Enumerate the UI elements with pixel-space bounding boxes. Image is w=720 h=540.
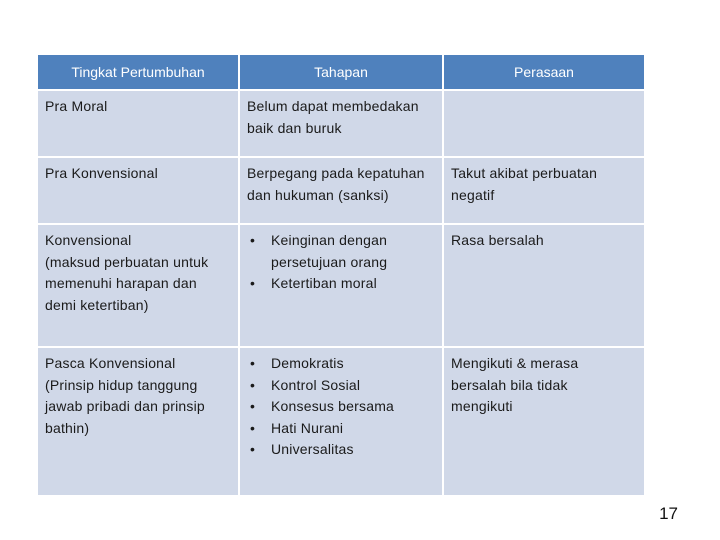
bullet-item: • Keinginan dengan persetujuan orang	[247, 230, 436, 273]
cell-tahapan	[240, 348, 442, 495]
header-perasaan: Perasaan	[444, 55, 644, 89]
cell-text: Konvensional	[45, 232, 132, 248]
cell-text: demi ketertiban)	[45, 296, 149, 313]
cell-text: Pasca Konvensional	[45, 355, 176, 371]
table-row	[38, 158, 644, 223]
cell-text: Berpegang pada kepatuhan	[247, 165, 425, 181]
bullet-item: • Ketertiban moral	[247, 273, 436, 295]
cell-text: Pra Konvensional	[45, 165, 158, 181]
cell-text: (maksud perbuatan untuk	[45, 253, 209, 270]
cell-text: mengikuti	[451, 398, 513, 414]
header-row	[38, 55, 644, 89]
cell-perasaan	[444, 91, 644, 156]
cell-text: Belum dapat membedakan	[247, 98, 419, 114]
cell-text: dan hukuman (sanksi)	[247, 186, 389, 203]
table-row	[38, 348, 644, 495]
cell-text: jawab pribadi dan prinsip	[45, 398, 205, 414]
cell-text: bathin)	[45, 419, 90, 436]
cell-text: Mengikuti & merasa	[451, 355, 579, 371]
cell-perasaan	[444, 158, 644, 223]
cell-perasaan	[444, 348, 644, 495]
bullet-item: • Kontrol Sosial	[247, 375, 436, 397]
table-row	[38, 225, 644, 346]
cell-tahapan	[240, 158, 442, 223]
bullet-item: • Demokratis	[247, 353, 436, 375]
cell-text: baik dan buruk	[247, 119, 342, 136]
header-tingkat-pertumbuhan: Tingkat Pertumbuhan	[38, 55, 238, 89]
bullet-list	[247, 230, 436, 295]
stages-table	[36, 53, 646, 497]
bullet-item: • Universalitas	[247, 439, 436, 461]
cell-tingkat	[38, 348, 238, 495]
cell-tingkat	[38, 225, 238, 346]
cell-text: (Prinsip hidup tanggung	[45, 376, 198, 393]
cell-text: memenuhi harapan dan	[45, 275, 197, 291]
cell-perasaan	[444, 225, 644, 346]
cell-tingkat	[38, 158, 238, 223]
header-tahapan: Tahapan	[240, 55, 442, 89]
bullet-item: • Hati Nurani	[247, 418, 436, 440]
table-row	[38, 91, 644, 156]
cell-text: Rasa bersalah	[451, 232, 544, 248]
bullet-list	[247, 353, 436, 461]
cell-tahapan	[240, 225, 442, 346]
cell-tahapan	[240, 91, 442, 156]
cell-text: bersalah bila tidak	[451, 376, 568, 393]
bullet-item: • Konsesus bersama	[247, 396, 436, 418]
page-number: 17	[659, 504, 678, 523]
cell-text: negatif	[451, 186, 495, 203]
cell-text: Takut akibat perbuatan	[451, 165, 598, 181]
cell-tingkat	[38, 91, 238, 156]
cell-text: Pra Moral	[45, 98, 108, 114]
